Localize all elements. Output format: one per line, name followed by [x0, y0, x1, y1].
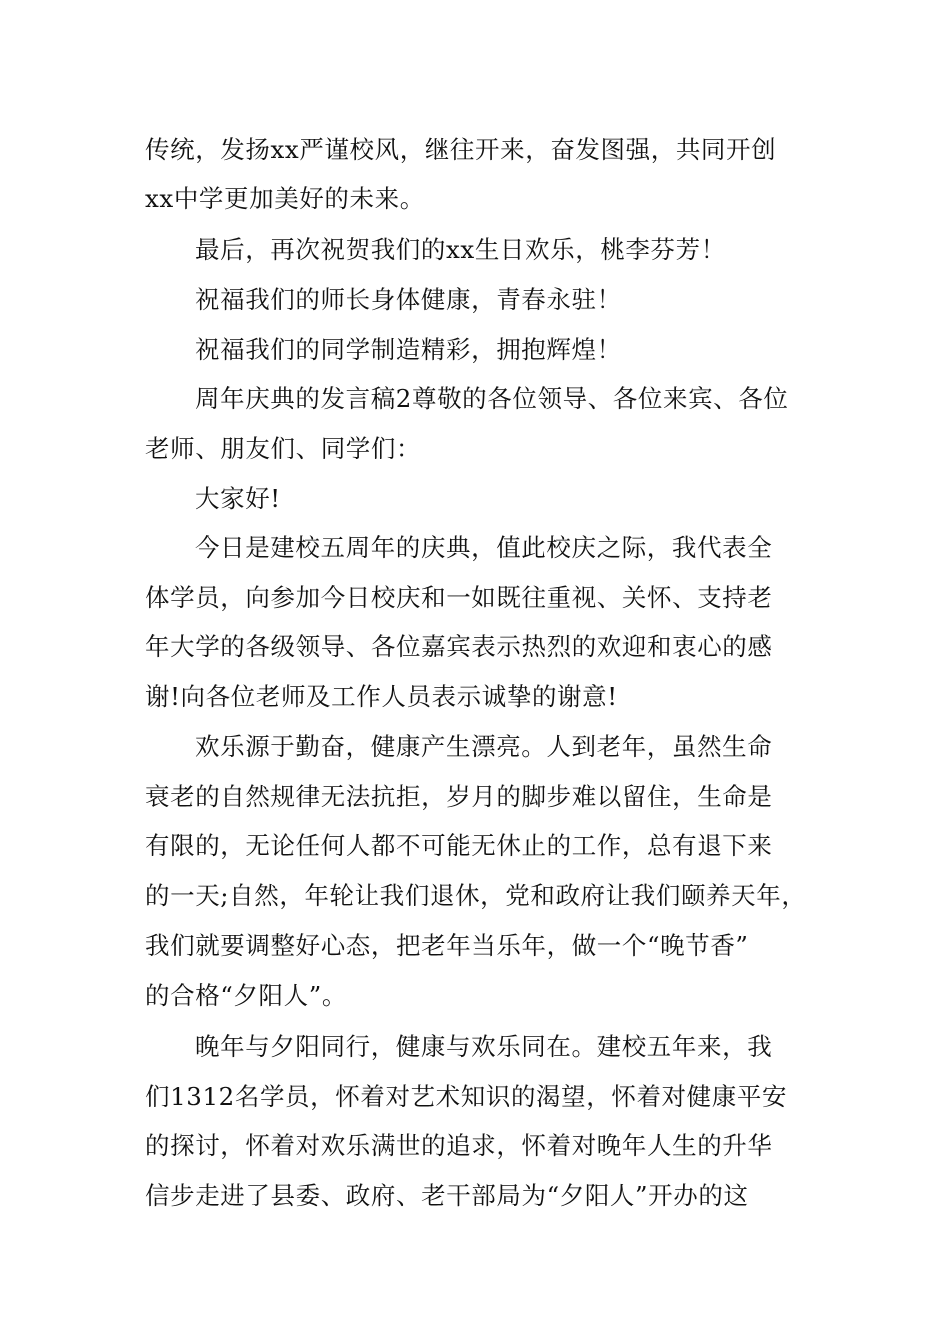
text-line: 祝福我们的同学制造精彩，拥抱辉煌！ — [195, 335, 622, 364]
text-line: 的合格“夕阳人”。 — [145, 981, 347, 1010]
text-line: 晚年与夕阳同行，健康与欢乐同在。建校五年来，我 — [195, 1032, 773, 1061]
text-line: 今日是建校五周年的庆典，值此校庆之际，我代表全 — [195, 533, 773, 562]
text-line: 体学员，向参加今日校庆和一如既往重视、关怀、支持老 — [145, 583, 773, 612]
text-line: 年大学的各级领导、各位嘉宾表示热烈的欢迎和衷心的感 — [145, 632, 773, 661]
text-line: 传统，发扬xx严谨校风，继往开来，奋发图强，共同开创 — [145, 135, 777, 164]
text-line: 的一天;自然，年轮让我们退休，党和政府让我们颐养天年， — [145, 881, 807, 910]
text-line: 最后，再次祝贺我们的xx生日欢乐，桃李芬芳！ — [195, 235, 726, 264]
text-line: 谢!向各位老师及工作人员表示诚挚的谢意! — [145, 682, 618, 711]
text-line: 衰老的自然规律无法抗拒，岁月的脚步难以留住，生命是 — [145, 782, 773, 811]
text-line: 大家好! — [195, 484, 281, 513]
text-line: 祝福我们的师长身体健康，青春永驻！ — [195, 285, 622, 314]
text-line: 们1312名学员，怀着对艺术知识的渴望，怀着对健康平安 — [145, 1082, 788, 1111]
text-line: 欢乐源于勤奋，健康产生漂亮。人到老年，虽然生命 — [195, 732, 773, 761]
text-line: 周年庆典的发言稿2尊敬的各位领导、各位来宾、各位 — [195, 384, 789, 413]
text-line: xx中学更加美好的未来。 — [145, 184, 425, 213]
text-line: 信步走进了县委、政府、老干部局为“夕阳人”开办的这 — [145, 1181, 749, 1210]
text-line: 有限的，无论任何人都不可能无休止的工作，总有退下来 — [145, 831, 773, 860]
text-line: 老师、朋友们、同学们： — [145, 434, 422, 463]
text-line: 的探讨，怀着对欢乐满世的追求，怀着对晚年人生的升华 — [145, 1131, 773, 1160]
text-line: 我们就要调整好心态，把老年当乐年，做一个“晚节香” — [145, 931, 749, 960]
